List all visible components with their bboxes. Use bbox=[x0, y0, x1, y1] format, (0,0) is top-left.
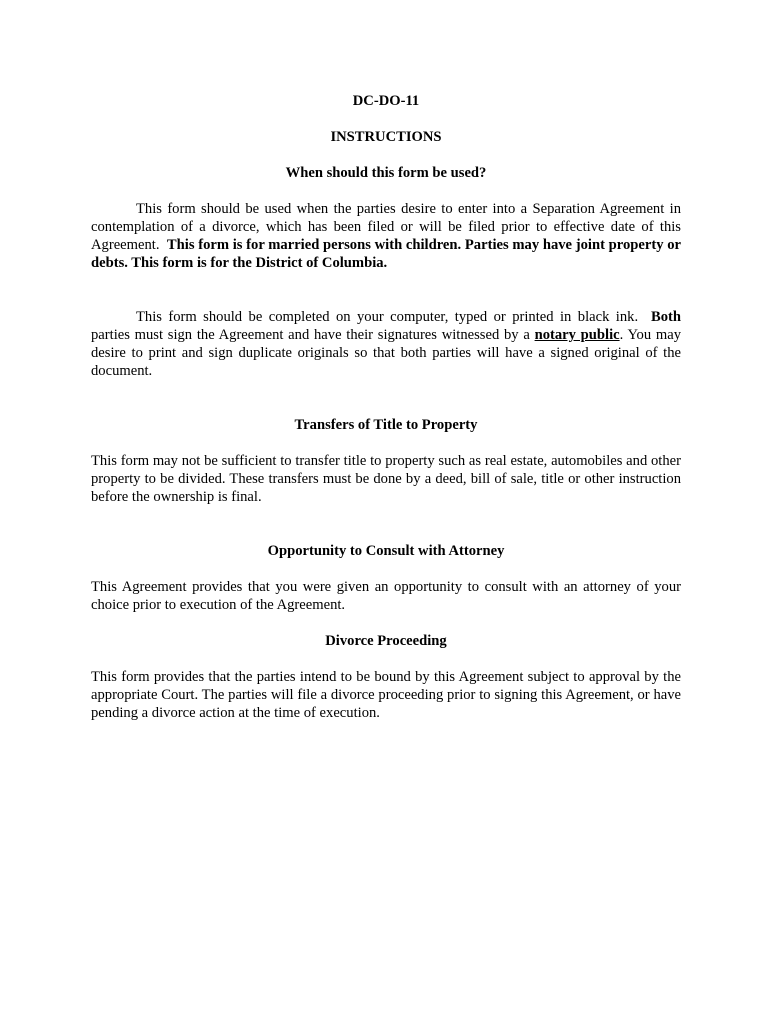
notary-public-text: notary public bbox=[534, 327, 620, 343]
usage-bold-text: This form is for married persons with children. Parties may have joint property or debts. This form is for the District of Columbia. bbox=[91, 237, 681, 271]
transfers-heading: Transfers of Title to Property bbox=[294, 417, 478, 433]
form-id: DC-DO-11 bbox=[352, 93, 420, 109]
completion-paragraph bbox=[91, 308, 681, 380]
usage-text: This form should be used when the parties desire to enter into a Separation Agreement in contemplation of a divorce, which has been filed or will be filed prior to effective date of this Agreement. bbox=[91, 201, 681, 253]
page-title: INSTRUCTIONS bbox=[330, 129, 442, 145]
completion-bold-both: Both bbox=[650, 309, 681, 325]
when-heading: When should this form be used? bbox=[285, 165, 487, 181]
completion-text-c: . You may desire to print and sign duplicate originals so that both parties will have a signed original of the document. bbox=[91, 327, 682, 379]
completion-text-a: This form should be completed on your computer, typed or printed in black ink. bbox=[136, 309, 639, 325]
divorce-heading: Divorce Proceeding bbox=[325, 633, 447, 649]
usage-paragraph bbox=[91, 200, 681, 272]
attorney-body: This Agreement provides that you were given an opportunity to consult with an attorney of your choice prior to execution of the Agreement. bbox=[91, 579, 681, 613]
attorney-heading: Opportunity to Consult with Attorney bbox=[267, 543, 505, 559]
transfers-body: This form may not be sufficient to transfer title to property such as real estate, automobiles and other property to be divided. These transfers must be done by a deed, bill of sale, title or other instruction before the ownership is final. bbox=[91, 453, 681, 505]
divorce-body: This form provides that the parties intend to be bound by this Agreement subject to approval by the appropriate Court. The parties will file a divorce proceeding prior to signing this Agreement, or have pending a divorce action at the time of execution. bbox=[91, 669, 681, 721]
document-page bbox=[91, 92, 681, 722]
completion-text-b: parties must sign the Agreement and have their signatures witnessed by a bbox=[91, 327, 530, 343]
